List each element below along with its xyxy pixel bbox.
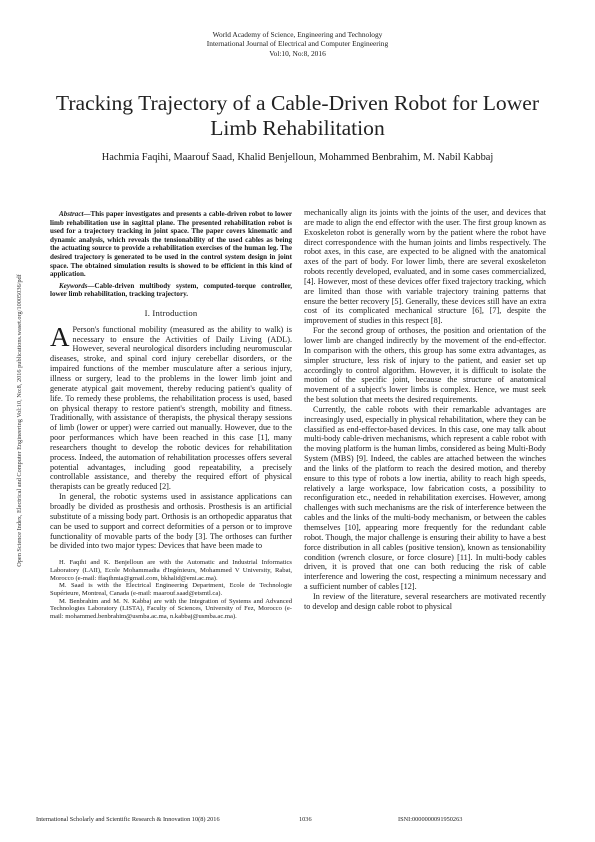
intro-paragraph-1 — [50, 321, 292, 492]
footnote-affiliation-1: H. Faqihi and K. Benjelloun are with the Automatic and Industrial Informatics Laboratory (LAII), Ecole Mohammadia d'Ingénieurs, Mohammed V University, Rabat, Morocco (e-mail: ffaqihmia@gmail.com, bkhalid@emi.ac.ma). — [50, 559, 292, 582]
right-paragraph-1: mechanically align its joints with the joints of the user, and devices that are made to align the end effector with the user. The first group known as Exoskeleton robot is generally worn by the patient where the robot have direct correspondence with the human joints and limbs respectively. The robot axes, in this case, are expected to be aligned with the anatomical axes of the part of body. For lower limb, there are several exoskeleton robots recently developed, evaluated, and in some cases commercialized, [4]. However, most of these devices offer fixed trajectory tracking, which are limited than those with variable trajectory training patterns that ensure the better recovery [5]. Generally, these devices still have an extra cost of its complicated mechanical structure [6], [7], despite the improvement of studies in this respect [8]. — [304, 208, 546, 326]
abstract — [50, 210, 292, 279]
footer-page-number: 1036 — [299, 816, 312, 823]
footer-issn: ISNI:0000000091950263 — [398, 816, 463, 823]
right-column — [304, 208, 546, 612]
right-paragraph-3: Currently, the cable robots with their remarkable advantages are increasingly used, especially in physical rehabilitation, where they can be classified as end-effector-based devices. In this case, one may talk about multi-body cable-driven mechanisms, which represent a cable robot with the moving platform is the human limbs, considered as being Multi-Body System (MBS) [9]. Indeed, the cables are attached between the winches and the links of the platform to reach the desired motion, and thereby ensure to this type of robots a low inertia, ability to reach high speeds, relatively a large workspace, low fabrication costs, a possibility to reconfiguration etc., needed in rehabilitation exercises. However, among challenges with such mechanisms are the risk of interference between the cables and the links of the multi-body mechanism, or between the cables themselves [10], appearing more frequently for the redundant cable robot. Though, the major challenge is ensuring their ability to have a best force distribution in all cables (positive tension), known as tensionability condition (wrench closure, or force closure) [11]. In multi-body cables driven, it is proved that one can both reducing the risk of cable interference and lowering the cost, respecting a minimum necessary and a sufficient number of cables [12]. — [304, 404, 546, 592]
intro-paragraph-2: In general, the robotic systems used in assistance applications can broadly be divided as prosthesis and orthosis. Prosthesis is an artificial substitute of a missing body part. Orthosis is an orthopedic apparatus that can be used to support and correct deformities of a person or to improve functionality of movable parts of the body [3]. The orthoses can further be divided into two major types: Devices that have been made to — [50, 492, 292, 551]
abstract-label: Abstract — [59, 210, 84, 218]
author-list: Hachmia Faqihi, Maarouf Saad, Khalid Benjelloun, Mohammed Benbrahim, M. Nabil Kabbaj — [101, 152, 494, 163]
abstract-text: —This paper investigates and presents a cable-driven robot to lower limb rehabilitation use in sagittal plane. The presented rehabilitation robot is used for a trajectory tracking in joint space. The paper covers kinematic and dynamic analysis, which reveals the tensionability of the used cables as being the actuating source to provide a rehabilitation exercises of the human leg. The desired trajectory is generated to be used in the control system design in joint space. The obtained simulation results is showed to be efficient in this kind of application. — [50, 210, 292, 279]
left-column — [50, 210, 292, 621]
journal-header-line2: International Journal of Electrical and Computer Engineering — [206, 39, 389, 49]
keywords-label: Keywords — [59, 281, 88, 290]
paper-title: Tracking Trajectory of a Cable-Driven Robot for Lower Limb Rehabilitation — [55, 91, 540, 140]
intro-paragraph-1-text: Person's functional mobility (measured as the ability to walk) is necessary to ensure the Activities of Daily Living (ADL). However, several neurological disorders including neuromuscular diseases, stroke, and spinal cord injury cerebellar disorders, or the impaired functions of the member musculature after a serious injury, illness or surgery, lead to the problems in the lower limb joint and generate atypical gait movement, thereby reducing patient's quality of life. To remedy these problems, the rehabilitation process is used, based on physical therapy to restore patient's strength, mobility and fitness. Traditionally, with assistance of therapists, the physical therapy sessions of limb (lower or upper) were carried out manually. However, due to the poor performances which have been reached in this case [1], many researchers thought to develop the robotic devices for rehabilitation process. Indeed, the automation of rehabilitation processes offers several potential advantages, including good repeatability, a precisely controllable assistance, and thereby the required effort of physical therapists can be greatly reduced [2]. — [50, 324, 292, 492]
journal-header — [0, 30, 595, 58]
footnote-affiliation-2: M. Saad is with the Electrical Engineering Department, Ecole de Technologie Supérieure, Montreal, Canada (e-mail: maarouf.saad@etsmtl.ca). — [50, 582, 292, 597]
footer-publisher: International Scholarly and Scientific Research & Innovation 10(8) 2016 — [36, 816, 220, 823]
side-watermark-text: Open Science Index, Electrical and Computer Engineering Vol:10, No:8, 2016 publications.waset.org/10005036/pdf — [16, 274, 23, 567]
section-heading-introduction: I. Introduction — [144, 307, 198, 318]
footnote-affiliation-3: M. Benbrahim and M. N. Kabbaj are with the Integration of Systems and Advanced Technologies Laboratory (LISTA), Faculty of Sciences, University of Fez, Morocco (e-mail: mohammed.benbrahim@usmba.ac.ma, n.kabbaj@usmba.ac.ma). — [50, 597, 292, 621]
drop-cap: A — [50, 321, 70, 352]
keywords — [50, 282, 292, 299]
keywords-text: —Cable-driven multibody system, computed-torque controller, lower limb rehabilitation, tracking trajectory. — [50, 281, 292, 299]
right-paragraph-4: In review of the literature, several researchers are motivated recently to develop and design cable robot to physical — [304, 591, 546, 611]
journal-header-line1: World Academy of Science, Engineering and Technology — [212, 30, 383, 39]
right-paragraph-2: For the second group of orthoses, the position and orientation of the lower limb are changed indirectly by the movement of the end-effector. In comparison with the others, this group has some extra advantages, as simpler structure, less risk of injury to the patient, and easier set up accordingly to control algorithm. However, it is difficult to isolate the motion of the specific joint, because the structure of anatomical movement of a subject's lower limbs is complex. Hence, we must seek the best solution that meets the desired requirements. — [304, 326, 546, 405]
journal-header-line3: Vol:10, No:8, 2016 — [269, 48, 326, 58]
